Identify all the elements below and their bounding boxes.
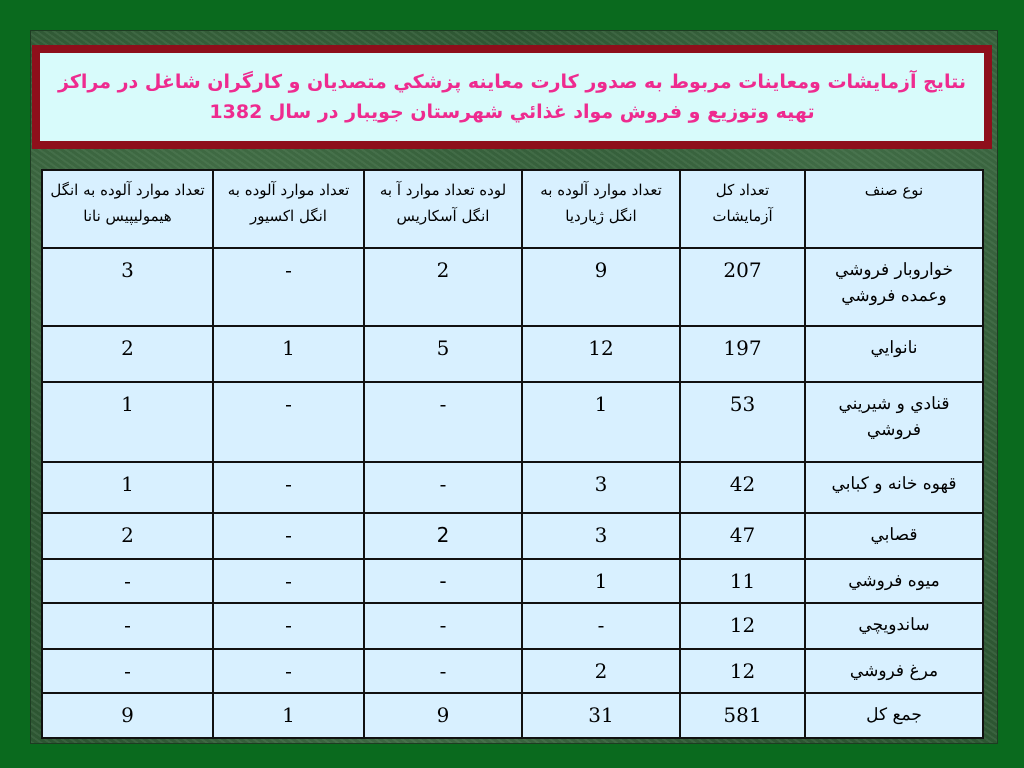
value-cell: 47 xyxy=(680,513,805,559)
table-row-total xyxy=(42,693,983,738)
value-cell: - xyxy=(213,382,364,462)
value-cell: 2 xyxy=(364,248,522,326)
header-cell: نوع صنف xyxy=(805,170,983,248)
header-cell: تعداد موارد آلوده به انگل ژياردیا xyxy=(522,170,680,248)
table-row xyxy=(42,326,983,382)
value-cell: - xyxy=(364,559,522,603)
header-cell: لوده تعداد موارد آ به انگل آسكاريس xyxy=(364,170,522,248)
value-cell: - xyxy=(213,603,364,649)
results-table xyxy=(41,169,984,739)
value-cell: 1 xyxy=(522,559,680,603)
table-row xyxy=(42,513,983,559)
value-cell: 31 xyxy=(522,693,680,738)
value-cell: - xyxy=(364,603,522,649)
value-cell: 1 xyxy=(213,693,364,738)
value-cell: - xyxy=(213,513,364,559)
table-row xyxy=(42,462,983,513)
category-cell: قنادي و شيريني فروشي xyxy=(805,382,983,462)
value-cell: 3 xyxy=(522,513,680,559)
table-row xyxy=(42,382,983,462)
value-cell: - xyxy=(213,462,364,513)
value-cell: 9 xyxy=(364,693,522,738)
table-row xyxy=(42,603,983,649)
value-cell: 12 xyxy=(680,649,805,693)
value-cell: 12 xyxy=(522,326,680,382)
header-cell: تعداد موارد آلوده به انگل هيموليپيس نانا xyxy=(42,170,213,248)
header-cell: تعداد موارد آلوده به انگل اكسيور xyxy=(213,170,364,248)
value-cell: 42 xyxy=(680,462,805,513)
value-cell: 2 xyxy=(42,326,213,382)
title-line-2: تهيه وتوزيع و فروش مواد غذائي شهرستان جويبار در سال 1382 xyxy=(209,101,815,123)
value-cell: 1 xyxy=(42,462,213,513)
table-row xyxy=(42,649,983,693)
category-cell: ساندويچي xyxy=(805,603,983,649)
category-cell: قهوه خانه و كبابي xyxy=(805,462,983,513)
value-cell: - xyxy=(42,649,213,693)
value-cell: 581 xyxy=(680,693,805,738)
value-cell: 3 xyxy=(522,462,680,513)
table-header-row xyxy=(42,170,983,248)
value-cell: 11 xyxy=(680,559,805,603)
title-frame xyxy=(32,45,992,149)
value-cell: 9 xyxy=(42,693,213,738)
value-cell: - xyxy=(364,462,522,513)
value-cell: 12 xyxy=(680,603,805,649)
header-cell: تعداد كل آزمايشات xyxy=(680,170,805,248)
value-cell: - xyxy=(42,603,213,649)
table-row xyxy=(42,559,983,603)
value-cell: 1 xyxy=(522,382,680,462)
value-cell: 9 xyxy=(522,248,680,326)
value-cell: - xyxy=(213,559,364,603)
value-cell: 197 xyxy=(680,326,805,382)
table-row xyxy=(42,248,983,326)
value-cell: 1 xyxy=(42,382,213,462)
value-cell: - xyxy=(364,649,522,693)
category-cell: نانوايي xyxy=(805,326,983,382)
value-cell: - xyxy=(213,649,364,693)
value-cell: 2 xyxy=(522,649,680,693)
value-cell: 1 xyxy=(213,326,364,382)
title-line-1: نتايج آزمايشات ومعاينات مربوط به صدور كارت معاينه پزشكي متصديان و كارگران شاغل در مراكز xyxy=(58,71,966,93)
value-cell: - xyxy=(364,382,522,462)
value-cell: - xyxy=(522,603,680,649)
value-cell: 3 xyxy=(42,248,213,326)
value-cell: 5 xyxy=(364,326,522,382)
category-cell: جمع كل xyxy=(805,693,983,738)
value-cell: 207 xyxy=(680,248,805,326)
category-cell: خواروبار فروشي وعمده فروشي xyxy=(805,248,983,326)
category-cell: قصابي xyxy=(805,513,983,559)
value-cell: - xyxy=(42,559,213,603)
category-cell: ميوه فروشي xyxy=(805,559,983,603)
value-cell: 53 xyxy=(680,382,805,462)
value-cell: - xyxy=(213,248,364,326)
title-panel xyxy=(40,53,984,141)
value-cell: 2 xyxy=(42,513,213,559)
category-cell: مرغ فروشي xyxy=(805,649,983,693)
value-cell: 2 xyxy=(364,513,522,559)
